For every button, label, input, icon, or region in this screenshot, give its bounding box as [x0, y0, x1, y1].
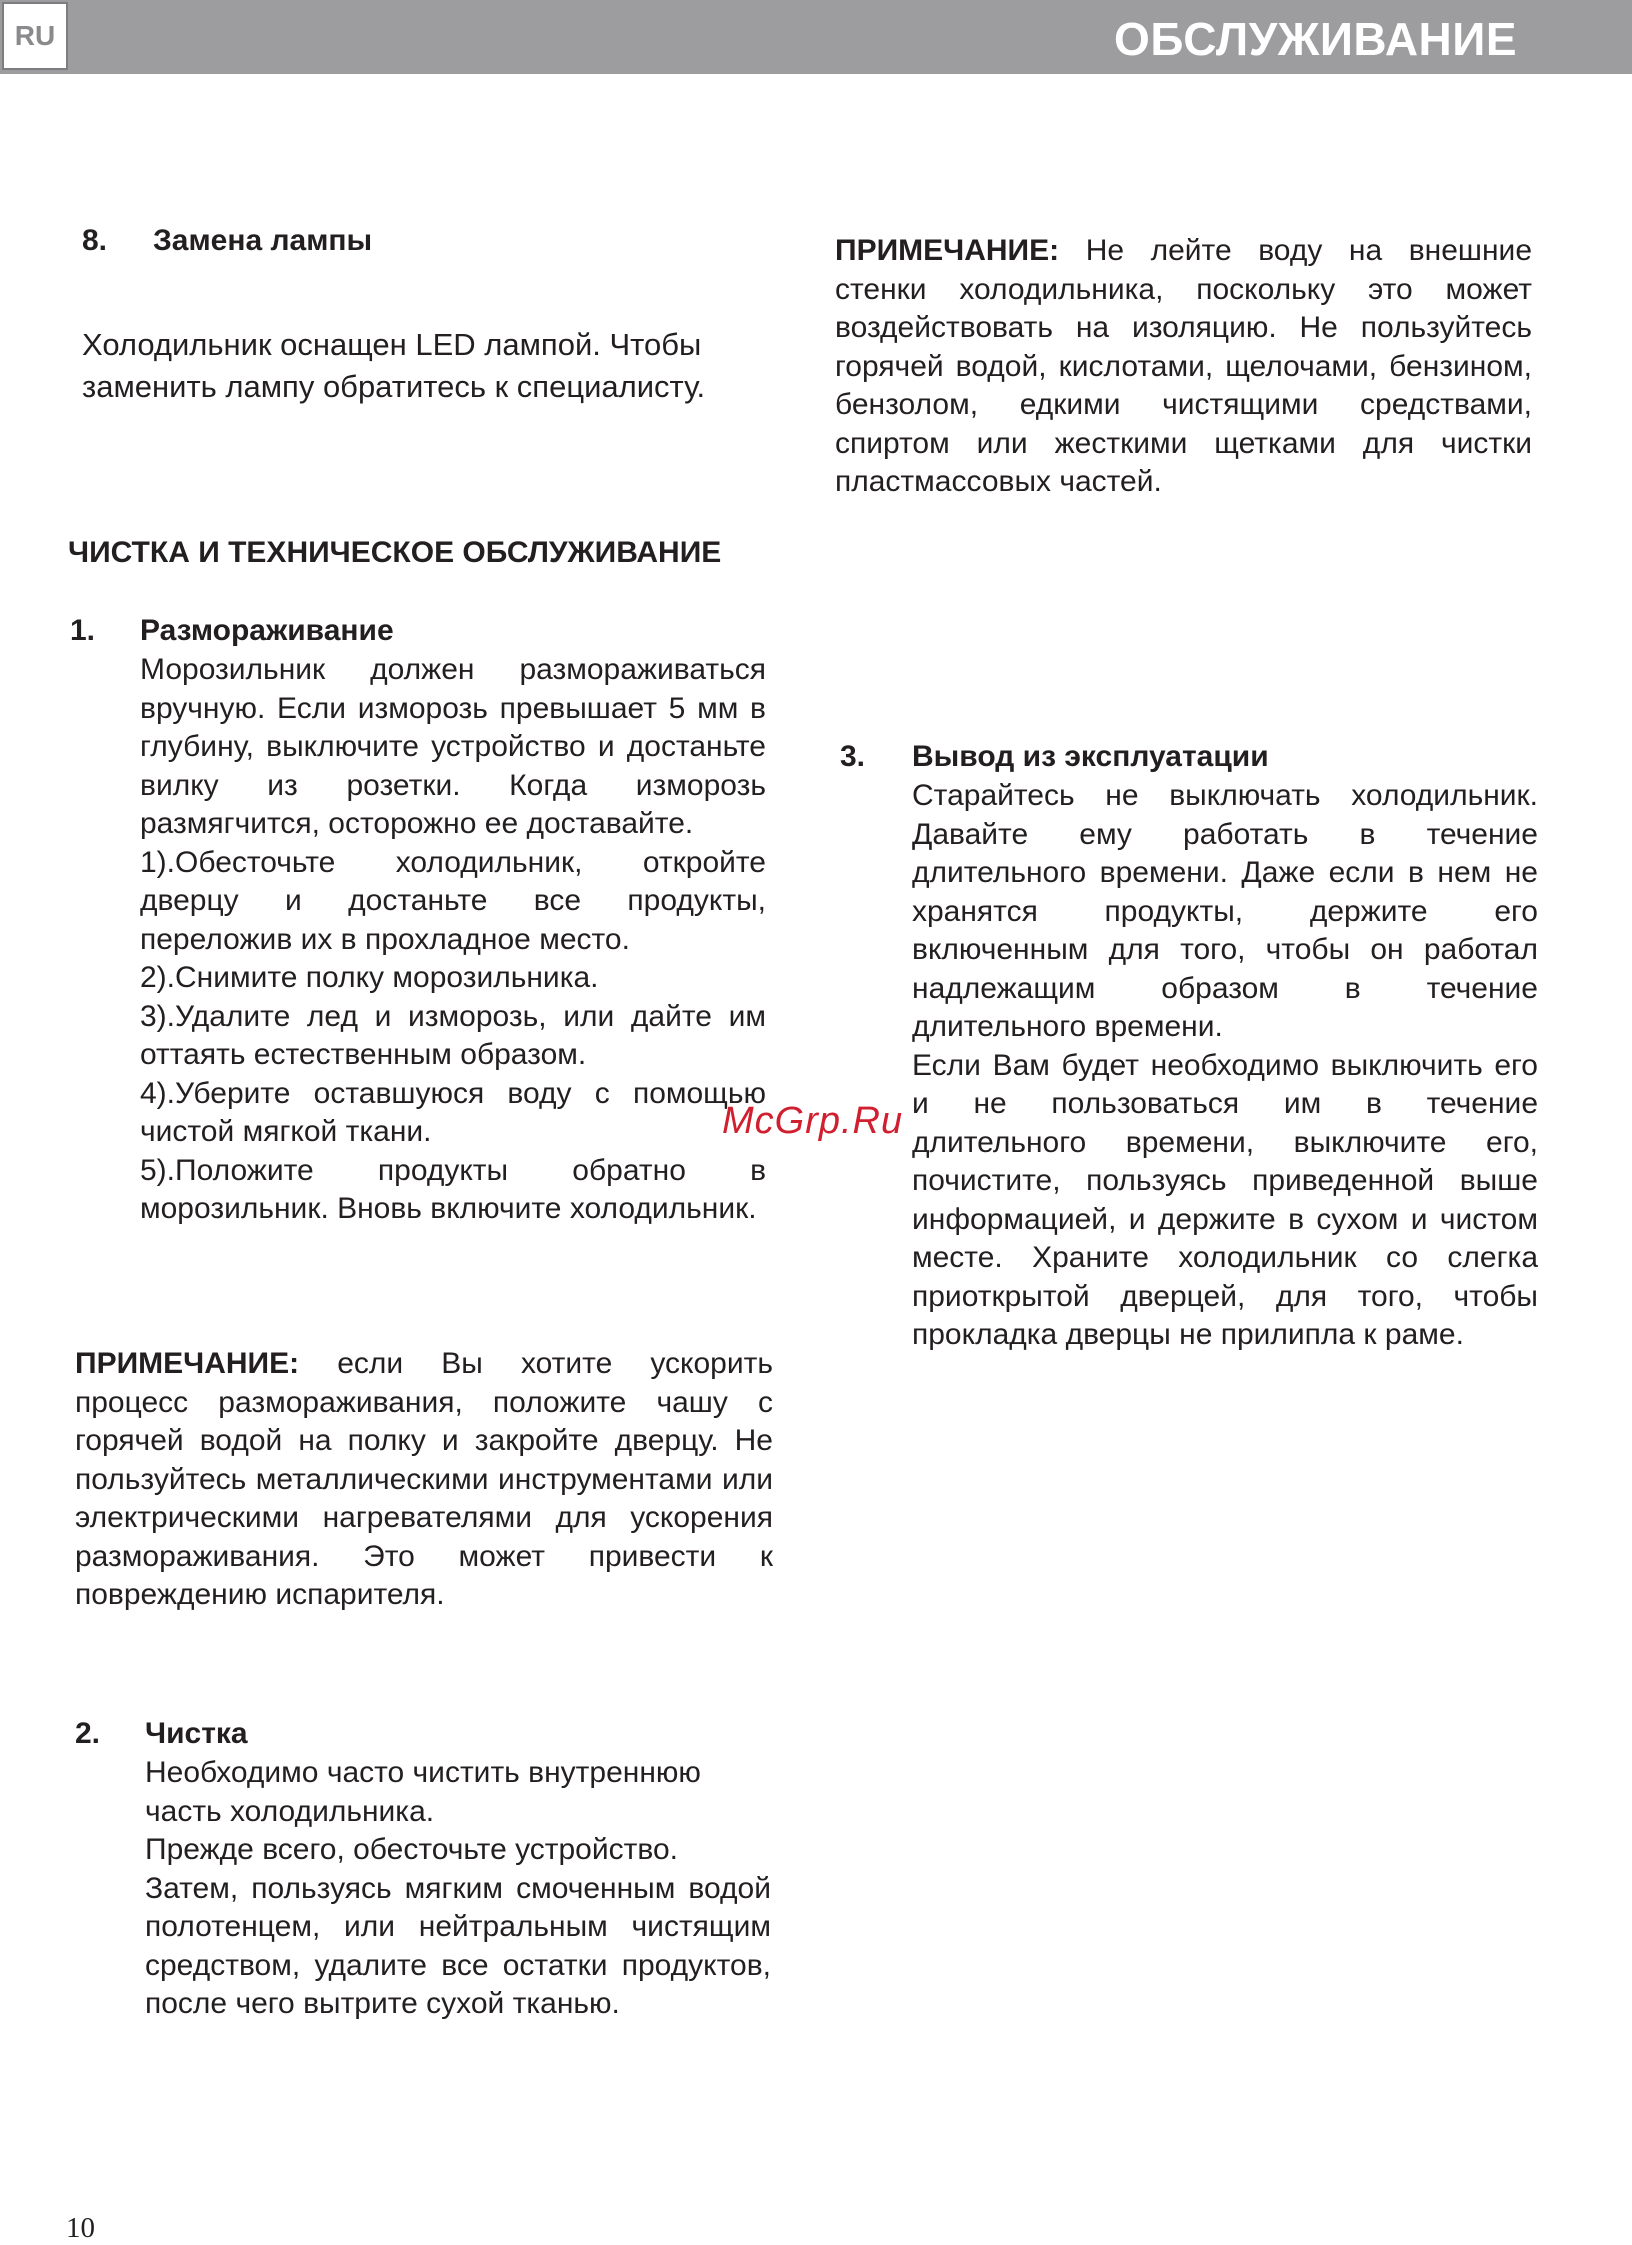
decommission-body	[912, 777, 1538, 1355]
note-body: если Вы хотите ускорить процесс размораживания, положите чашу с горячей водой на полку и закройте дверцу. Не пользуйтесь металлическими инструментами или электрическими нагревателями для ускорения размораживания. Это может привести к повреждению испарителя.	[75, 1347, 773, 1611]
defrost-intro: Морозильник должен размораживаться вручную. Если изморозь превышает 5 мм в глубину, выключите устройство и достаньте вилку из розетки. Когда изморозь размягчится, осторожно ее доставайте.	[140, 653, 766, 840]
note-label: ПРИМЕЧАНИЕ:	[75, 1347, 300, 1380]
main-heading-block	[68, 534, 788, 572]
decommission-text: Если Вам будет необходимо выключить его и не пользоваться им в течение длительного времени, выключите его, почистите, пользуясь приведенной выше информацией, и держите в сухом и чистом месте. Храните холодильник со слегка приоткрытой дверцей, для того, чтобы прокладка дверцы не прилипла к раме.	[912, 1048, 1538, 1351]
defrost-step: 3).Удалите лед и изморозь, или дайте им оттаять естественным образом.	[140, 999, 766, 1071]
cleaning-heading	[75, 1715, 775, 1753]
cleaning-text: Необходимо часто чистить внутреннюю часть холодильника.	[145, 1756, 701, 1828]
decommission-heading	[840, 738, 1540, 776]
defrost-heading	[70, 612, 770, 650]
decommission-title: Вывод из эксплуатации	[912, 740, 1269, 773]
decommission-heading-block	[840, 738, 1540, 776]
cleaning-text: Прежде всего, обесточьте устройство.	[145, 1833, 678, 1866]
outer-note-text	[835, 232, 1532, 502]
decommission-text: Старайтесь не выключать холодильник. Давайте ему работать в течение длительного времени. Даже если в нем не хранятся продукты, держите его включенным для того, чтобы он работал надлежащим образом в течение длительного времени.	[912, 779, 1538, 1043]
defrost-body	[140, 651, 766, 1229]
lamp-section	[82, 222, 742, 260]
lamp-text-block	[82, 324, 742, 408]
lamp-title: Замена лампы	[153, 224, 373, 257]
outer-note	[835, 232, 1532, 502]
decommission-number: 3.	[840, 740, 866, 773]
cleaning-text: Затем, пользуясь мягким смоченным водой полотенцем, или нейтральным чистящим средством, удалите все остатки продуктов, после чего вытрите сухой тканью.	[145, 1871, 771, 2020]
lamp-text: Холодильник оснащен LED лампой. Чтобы заменить лампу обратитесь к специалисту.	[82, 327, 706, 404]
defrost-step: 1).Обесточьте холодильник, откройте дверцу и достаньте все продукты, переложив их в прохладное место.	[140, 845, 766, 956]
cleaning-title: Чистка	[145, 1717, 248, 1750]
defrost-step: 2).Снимите полку морозильника.	[140, 961, 599, 994]
note-body: Не лейте воду на внешние стенки холодильника, поскольку это может воздействовать на изоляцию. Не пользуйтесь горячей водой, кислотами, щелочами, бензином, бензолом, едкими чистящими средствами, спиртом или жесткими щетками для чистки пластмассовых частей.	[835, 234, 1532, 498]
watermark: McGrp.Ru	[722, 1100, 904, 1142]
note-label: ПРИМЕЧАНИЕ:	[835, 234, 1060, 267]
defrost-number: 1.	[70, 614, 96, 647]
defrost-step: 4).Уберите оставшуюся воду с помощью чистой мягкой ткани.	[140, 1076, 766, 1148]
defrost-step: 5).Положите продукты обратно в морозильник. Вновь включите холодильник.	[140, 1153, 766, 1225]
header-bar	[0, 0, 1632, 74]
page-number: 10	[66, 2212, 95, 2244]
lamp-number: 8.	[82, 224, 108, 257]
main-heading: ЧИСТКА И ТЕХНИЧЕСКОЕ ОБСЛУЖИВАНИЕ	[68, 536, 722, 569]
defrost-note-text	[75, 1345, 773, 1615]
cleaning-body	[145, 1754, 771, 2024]
defrost-heading-block	[70, 612, 770, 650]
language-badge: RU	[2, 2, 68, 70]
defrost-title: Размораживание	[140, 614, 394, 647]
cleaning-heading-block	[75, 1715, 775, 1753]
cleaning-number: 2.	[75, 1717, 101, 1750]
lamp-heading	[82, 222, 742, 260]
page-title: ОБСЛУЖИВАНИЕ	[1114, 13, 1517, 65]
defrost-note	[75, 1345, 773, 1615]
